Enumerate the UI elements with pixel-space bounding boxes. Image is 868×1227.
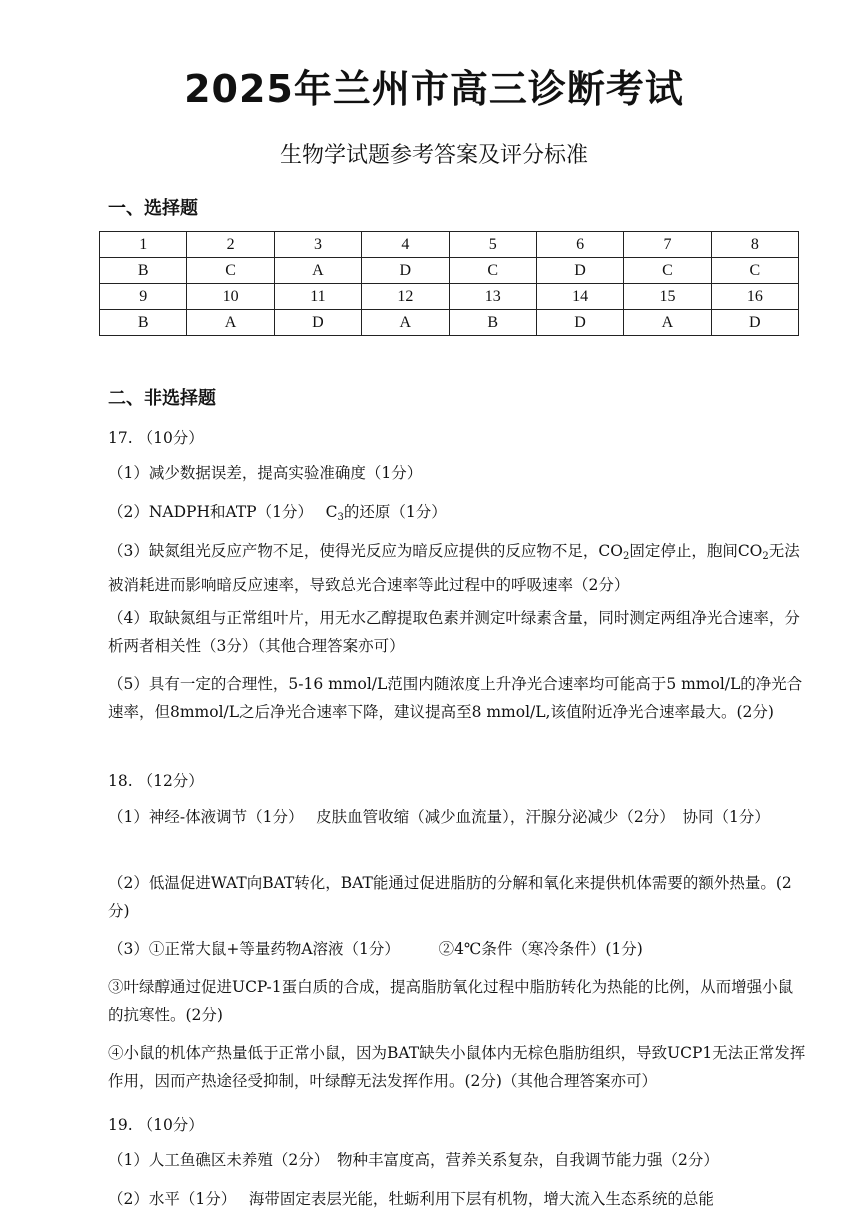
q17-answer-4: （4）取缺氮组与正常组叶片，用无水乙醇提取色素并测定叶绿素含量，同时测定两组净光合速率，分析两者相关性（3分）（其他合理答案亦可） xyxy=(108,609,800,655)
answer-table-row xyxy=(100,284,799,310)
q17-answer-1: （1）减少数据误差，提高实验准确度（1分） xyxy=(108,464,423,482)
q19-answer-2: （2）水平（1分） 海带固定表层光能，牡蛎利用下层有机物，增大流入生态系统的总能 xyxy=(108,1190,714,1208)
answer-table-cell: D xyxy=(362,258,449,284)
q19-answer-1: （1）人工鱼礁区未养殖（2分） 物种丰富度高，营养关系复杂，自我调节能力强（2分） xyxy=(108,1151,719,1169)
answer-table-cell: D xyxy=(536,310,623,336)
q17-a3-sub2: 2 xyxy=(762,551,769,562)
answer-table-cell: C xyxy=(624,258,711,284)
answer-table-cell: 5 xyxy=(449,232,536,258)
answer-table-cell: 2 xyxy=(187,232,274,258)
answer-table xyxy=(99,231,799,336)
answer-table-row xyxy=(100,232,799,258)
answer-table-cell: C xyxy=(187,258,274,284)
answer-table-cell: 12 xyxy=(362,284,449,310)
answer-table-cell: 1 xyxy=(100,232,187,258)
q17-a3-text-mid: 固定停止，胞间CO xyxy=(629,542,763,560)
page-subtitle: 生物学试题参考答案及评分标准 xyxy=(279,143,588,168)
answer-table-cell: C xyxy=(449,258,536,284)
q18-label: 18. （12分） xyxy=(108,772,204,790)
answer-table-cell: D xyxy=(274,310,361,336)
answer-table-cell: 14 xyxy=(536,284,623,310)
answer-table-cell: 11 xyxy=(274,284,361,310)
answer-table-cell: B xyxy=(100,310,187,336)
q17-a2-text: （2）NADPH和ATP（1分） C xyxy=(108,503,338,521)
q18-answer-5: ④小鼠的机体产热量低于正常小鼠，因为BAT缺失小鼠体内无棕色脂肪组织，导致UCP1无法正常发挥作用，因而产热途径受抑制，叶绿醇无法发挥作用。(2分)（其他合理答案亦可） xyxy=(108,1044,806,1090)
q18-answer-3: （3）①正常大鼠+等量药物A溶液（1分） ②4℃条件（寒冷条件）(1分) xyxy=(108,940,643,958)
q18-answer-1: （1）神经-体液调节（1分） 皮肤血管收缩（减少血流量），汗腺分泌减少（2分） 协同（1分） xyxy=(108,808,770,826)
q17-a2-text-end: 的还原（1分） xyxy=(343,503,447,521)
answer-table-row xyxy=(100,258,799,284)
q17-a3-text: （3）缺氮组光反应产物不足，使得光反应为暗反应提供的反应物不足，CO xyxy=(108,542,623,560)
q17-a3-sub1: 2 xyxy=(622,551,630,562)
answer-table-cell: A xyxy=(362,310,449,336)
answer-table-cell: C xyxy=(711,258,798,284)
answer-table-cell: A xyxy=(187,310,274,336)
answer-table-cell: 7 xyxy=(624,232,711,258)
answer-table-cell: 6 xyxy=(536,232,623,258)
q19-label: 19. （10分） xyxy=(108,1116,204,1134)
q17-answer-3 xyxy=(108,537,808,599)
answer-table-cell: 4 xyxy=(362,232,449,258)
section-heading-choice: 一、选择题 xyxy=(108,198,198,219)
answer-table-cell: 8 xyxy=(711,232,798,258)
answer-table-cell: 16 xyxy=(711,284,798,310)
answer-table-cell: D xyxy=(711,310,798,336)
answer-table-row xyxy=(100,310,799,336)
answer-table-cell: A xyxy=(624,310,711,336)
answer-table-cell: B xyxy=(100,258,187,284)
answer-table-cell: B xyxy=(449,310,536,336)
answer-table-cell: 15 xyxy=(624,284,711,310)
q18-answer-2: （2）低温促进WAT向BAT转化，BAT能通过促进脂肪的分解和氧化来提供机体需要的额外热量。(2分) xyxy=(108,874,792,920)
q17-label: 17. （10分） xyxy=(108,429,204,447)
section-heading-nonchoice: 二、非选择题 xyxy=(108,388,216,409)
answer-table-cell: 9 xyxy=(100,284,187,310)
page-title: 2025年兰州市高三诊断考试 xyxy=(184,67,684,111)
answer-table-cell: 13 xyxy=(449,284,536,310)
answer-table-cell: D xyxy=(536,258,623,284)
answer-table-cell: A xyxy=(274,258,361,284)
q17-answer-2 xyxy=(108,498,808,532)
q17-a3-text-end: 无法被消耗进而影响暗反应速率，导致总光合速率等此过程中的呼吸速率（2分） xyxy=(108,542,800,594)
q18-answer-4: ③叶绿醇通过促进UCP-1蛋白质的合成，提高脂肪氧化过程中脂肪转化为热能的比例，从而增强小鼠的抗寒性。(2分) xyxy=(108,978,794,1024)
answer-table-cell: 10 xyxy=(187,284,274,310)
q17-a2-sub: 3 xyxy=(337,512,344,523)
answer-table-cell: 3 xyxy=(274,232,361,258)
q17-answer-5: （5）具有一定的合理性，5-16 mmol/L范围内随浓度上升净光合速率均可能高于5 mmol/L的净光合速率，但8mmol/L之后净光合速率下降，建议提高至8 mmol/L,该值附近净光合速率最大。(2分) xyxy=(108,675,803,721)
